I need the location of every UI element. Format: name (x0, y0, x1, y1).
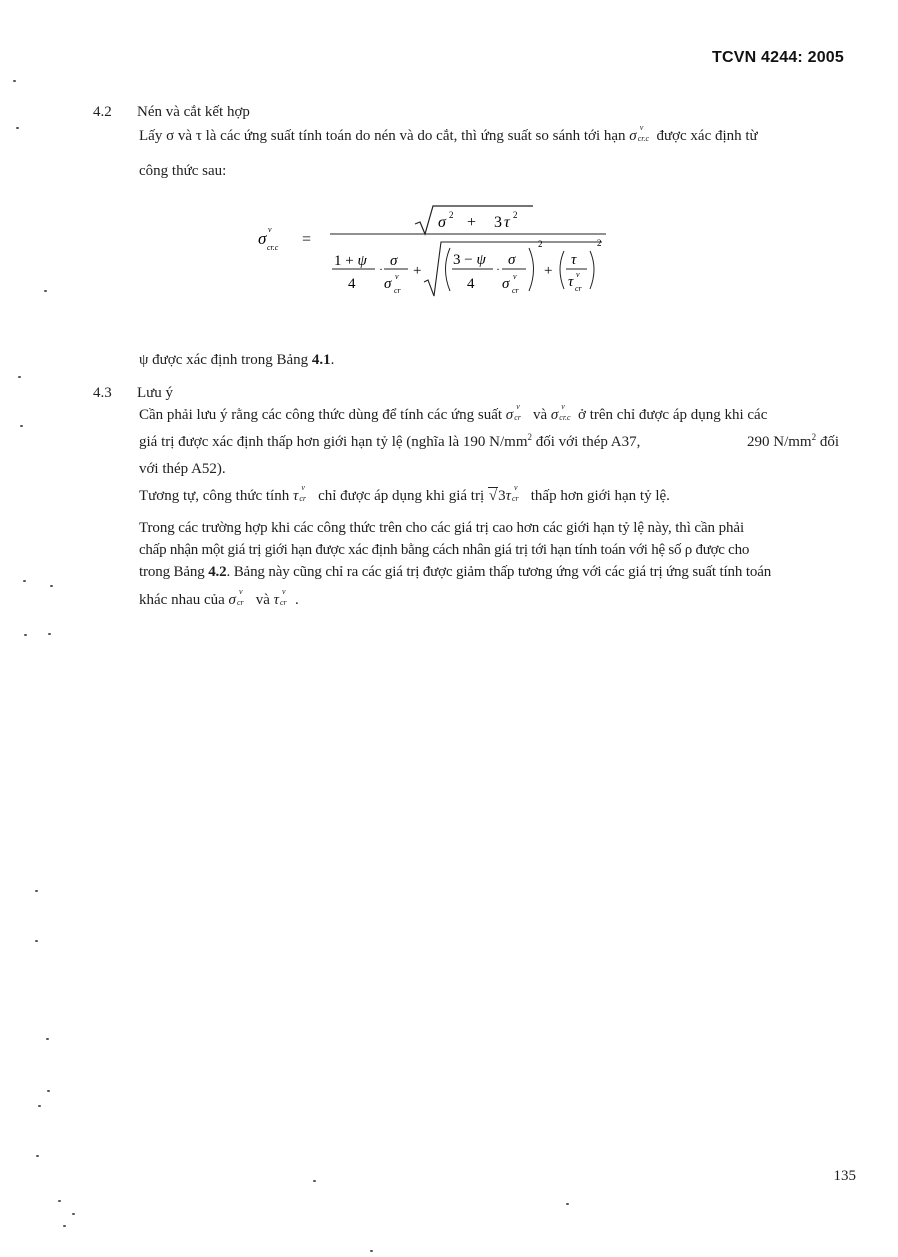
section-4-2-intro-line1: Lấy σ và τ là các ứng suất tính toán do nén và do cắt, thì ứng suất so sánh tới hạn σ v cr.c được xác định từ (139, 123, 758, 144)
term2-numerator: 3 − ψ (453, 252, 486, 268)
term3-right-paren (590, 251, 594, 289)
term2-dot: · (496, 262, 500, 276)
note-p3-line1: Trong các trường hợp khi các công thức trên cho các giá trị cao hơn các giới hạn tỷ lệ này, thì cần phải (139, 520, 745, 536)
numerator-sigma: σ (438, 214, 446, 231)
numerator-tau-exp: 2 (513, 210, 518, 220)
note-p1-line2: giá trị được xác định thấp hơn giới hạn tỷ lệ (nghĩa là 190 $N/mm^2$ đối với thép A37, (139, 432, 641, 450)
note-p3-line2: chấp nhận một giá trị giới hạn được xác định bằng cách nhân giá trị tới hạn tính toán với hệ số ρ được cho (139, 542, 750, 558)
formula-equals: = (302, 231, 312, 248)
term2-right-paren (529, 248, 534, 291)
section-number-4-2: 4.2 (93, 104, 112, 120)
term1-sigma: σ (390, 253, 398, 269)
page-number: 135 (833, 1168, 856, 1184)
term3-tau: τ (571, 252, 577, 268)
section-number-4-3: 4.3 (93, 385, 112, 401)
critical-stress-formula (250, 196, 620, 306)
term3-left-paren (560, 251, 564, 289)
section-title-4-3: Lưu ý (137, 385, 174, 401)
note-p1-line2-right: 290 $N/mm^2$ đối (747, 432, 840, 450)
term1-sigma-cr-sub: cr (394, 286, 401, 295)
term2-exp: 2 (538, 239, 543, 249)
term2-sigma-cr-sub: cr (512, 286, 519, 295)
term3-tau-cr-sup: v (576, 270, 580, 279)
numerator-tau: τ (504, 214, 510, 231)
formula-graphic (250, 196, 620, 301)
term3-exp: 2 (597, 238, 602, 248)
term1-numerator: 1 + ψ (334, 253, 367, 269)
standard-code-header: TCVN 4244: 2005 (712, 49, 844, 66)
term2-sigma: σ (508, 252, 516, 268)
note-p2: Tương tự, công thức tính τ v cr chỉ được áp dụng khi giá trị √3τ v cr thấp hơn giới hạn tỷ lệ. (139, 483, 670, 504)
term2-denominator: 4 (467, 276, 475, 292)
term1-denominator: 4 (348, 276, 356, 292)
note-p3-line4: khác nhau của σ v cr và τ v cr . (139, 587, 299, 608)
term1-sigma-cr-sup: v (395, 272, 399, 281)
formula-plus-2: + (544, 263, 553, 279)
section-title-4-2: Nén và cắt kết hợp (137, 104, 250, 120)
formula-lhs: σ (258, 229, 267, 248)
numerator-plus: + (467, 214, 477, 231)
formula-lhs-sub: cr.c (267, 243, 279, 252)
term2-sigma-cr: σ (502, 276, 510, 292)
psi-note: ψ được xác định trong Bảng 4.1. (139, 352, 335, 368)
note-p1-line3: với thép A52). (139, 461, 226, 477)
term2-sigma-cr-sup: v (513, 272, 517, 281)
formula-plus-1: + (413, 263, 422, 279)
term1-dot: · (379, 262, 383, 276)
note-p1-line1: Cần phải lưu ý rằng các công thức dùng để tính các ứng suất σ v cr và σ v cr.c ở trên chỉ được áp dụng khi các (139, 402, 768, 423)
numerator-three: 3 (494, 214, 502, 231)
term3-tau-cr: τ (568, 274, 574, 290)
term2-left-paren (446, 248, 451, 291)
term1-sigma-cr: σ (384, 276, 392, 292)
numerator-sigma-exp: 2 (449, 210, 454, 220)
note-p3-line3: trong Bảng 4.2. Bảng này cũng chỉ ra các giá trị được giảm thấp tương ứng với các giá trị ứng suất tính toán (139, 564, 772, 580)
formula-lhs-sup: v (268, 225, 272, 234)
term3-tau-cr-sub: cr (575, 284, 582, 293)
section-4-2-intro-line2: công thức sau: (139, 163, 227, 179)
